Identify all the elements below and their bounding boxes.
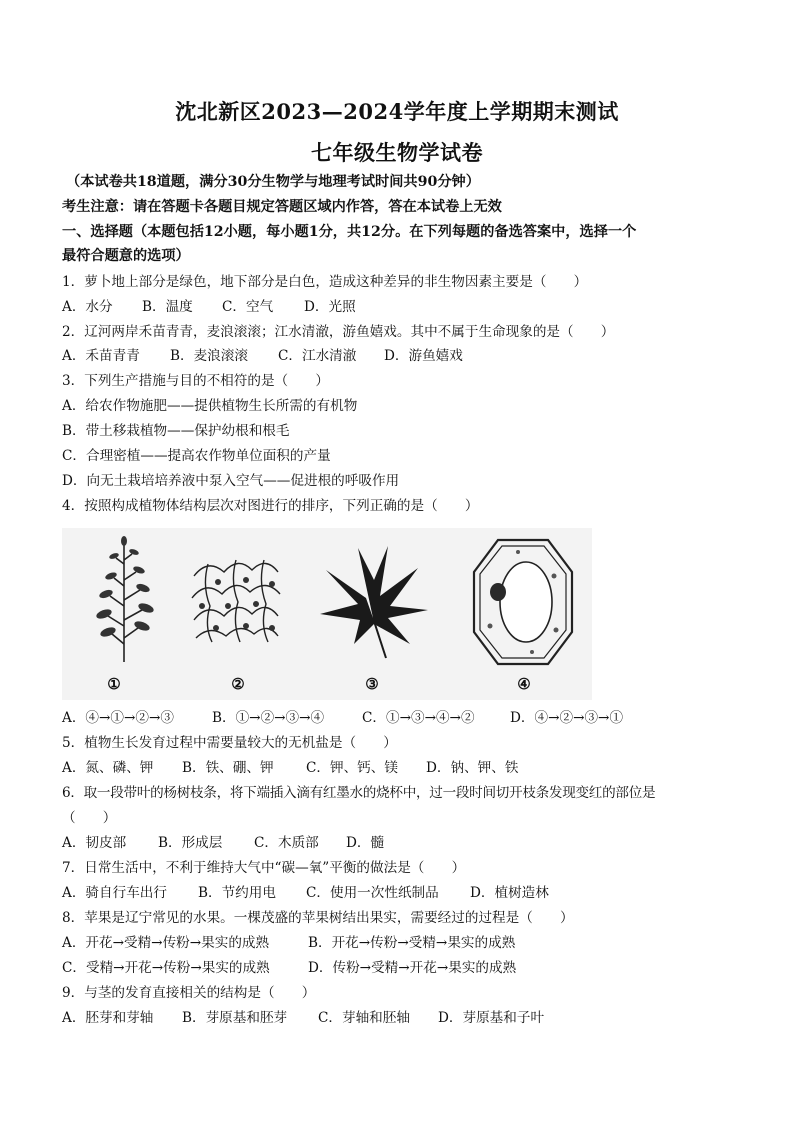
option-c: C．空气: [222, 299, 274, 315]
option-c: C．①→③→④→②: [362, 710, 475, 726]
option-c: C．木质部: [254, 835, 319, 851]
option-a: A．韧皮部: [62, 835, 127, 851]
figure-label-4: ④: [517, 675, 531, 693]
plant-cell-icon: [468, 536, 578, 668]
option-d: D．植树造林: [470, 885, 549, 901]
question-3-option-b: B．带土移栽植物——保护幼根和根毛: [62, 423, 290, 439]
option-b: B．温度: [142, 299, 193, 315]
option-d: D．芽原基和子叶: [438, 1010, 545, 1026]
option-c: C．使用一次性纸制品: [306, 885, 439, 901]
section-heading: 一、选择题（本题包括12小题，每小题1分，共12分。在下列每题的备选答案中，选择一个: [62, 224, 637, 240]
question-2-stem: 2．辽河两岸禾苗青青，麦浪滚滚；江水清澈，游鱼嬉戏。其中不属于生命现象的是（ ）: [62, 324, 615, 340]
option-b: B．麦浪滚滚: [170, 348, 248, 364]
question-3-option-d: D．向无土栽培培养液中泵入空气——促进根的呼吸作用: [62, 473, 400, 489]
option-c: C．江水清澈: [278, 348, 357, 364]
leaf-icon: [314, 540, 432, 660]
question-8-options-row2: [62, 959, 742, 977]
option-d: D．髓: [346, 835, 385, 851]
question-4-options: [62, 709, 742, 727]
plant-structure-figure: [62, 528, 592, 700]
question-3-stem: 3．下列生产措施与目的不相符的是（ ）: [62, 373, 329, 389]
exam-title: 沈北新区2023—2024学年度上学期期末测试: [175, 99, 619, 124]
question-2-options: [62, 347, 742, 365]
option-d: D．钠、钾、铁: [426, 760, 519, 776]
option-b: B．开花→传粉→受精→果实的成熟: [308, 935, 516, 951]
question-7-stem: 7．日常生活中，不利于维持大气中“碳—氧”平衡的做法是（ ）: [62, 860, 466, 876]
question-4-stem: 4．按照构成植物体结构层次对图进行的排序，下列正确的是（ ）: [62, 498, 479, 514]
option-a: A．开花→受精→传粉→果实的成熟: [62, 935, 270, 951]
tissue-icon: [188, 546, 284, 646]
option-d: D．游鱼嬉戏: [384, 348, 463, 364]
section-heading-cont: 最符合题意的选项）: [62, 248, 190, 264]
option-a: A．水分: [62, 299, 113, 315]
option-d: D．传粉→受精→开花→果实的成熟: [308, 960, 517, 976]
question-7-options: [62, 884, 742, 902]
figure-label-1: ①: [107, 675, 121, 693]
question-1-stem: 1．萝卜地上部分是绿色，地下部分是白色，造成这种差异的非生物因素主要是（ ）: [62, 274, 588, 290]
option-b: B．节约用电: [198, 885, 276, 901]
question-1-options: [62, 298, 742, 316]
question-3-option-c: C．合理密植——提高农作物单位面积的产量: [62, 448, 331, 464]
option-a: A．④→①→②→③: [62, 710, 174, 726]
question-6-options: [62, 834, 742, 852]
option-c: C．芽轴和胚轴: [318, 1010, 410, 1026]
question-6-stem-cont: （ ）: [62, 810, 117, 826]
option-b: B．铁、硼、钾: [182, 760, 274, 776]
figure-label-2: ②: [231, 675, 245, 693]
exam-subtitle: 七年级生物学试卷: [311, 140, 483, 165]
question-5-options: [62, 759, 742, 777]
plant-icon: [84, 534, 164, 664]
figure-label-3: ③: [365, 675, 379, 693]
question-9-stem: 9．与茎的发育直接相关的结构是（ ）: [62, 985, 316, 1001]
question-9-options: [62, 1009, 742, 1027]
option-b: B．①→②→③→④: [212, 710, 325, 726]
option-d: D．光照: [304, 299, 356, 315]
option-b: B．形成层: [158, 835, 223, 851]
option-c: C．受精→开花→传粉→果实的成熟: [62, 960, 270, 976]
option-a: A．胚芽和芽轴: [62, 1010, 154, 1026]
question-6-stem: 6．取一段带叶的杨树枝条，将下端插入滴有红墨水的烧杯中，过一段时间切开枝条发现变红的部位是: [62, 785, 656, 801]
exam-info: （本试卷共18道题，满分30分生物学与地理考试时间共90分钟）: [66, 174, 480, 190]
exam-notice: 考生注意：请在答题卡各题目规定答题区域内作答，答在本试卷上无效: [62, 199, 502, 215]
option-a: A．骑自行车出行: [62, 885, 167, 901]
question-5-stem: 5．植物生长发育过程中需要量较大的无机盐是（ ）: [62, 735, 397, 751]
question-3-option-a: A．给农作物施肥——提供植物生长所需的有机物: [62, 398, 358, 414]
question-8-stem: 8．苹果是辽宁常见的水果。一棵茂盛的苹果树结出果实，需要经过的过程是（ ）: [62, 910, 574, 926]
option-a: A．禾苗青青: [62, 348, 140, 364]
option-c: C．钾、钙、镁: [306, 760, 398, 776]
option-b: B．芽原基和胚芽: [182, 1010, 288, 1026]
question-8-options-row1: [62, 934, 742, 952]
option-a: A．氮、磷、钾: [62, 760, 154, 776]
option-d: D．④→②→③→①: [510, 710, 624, 726]
